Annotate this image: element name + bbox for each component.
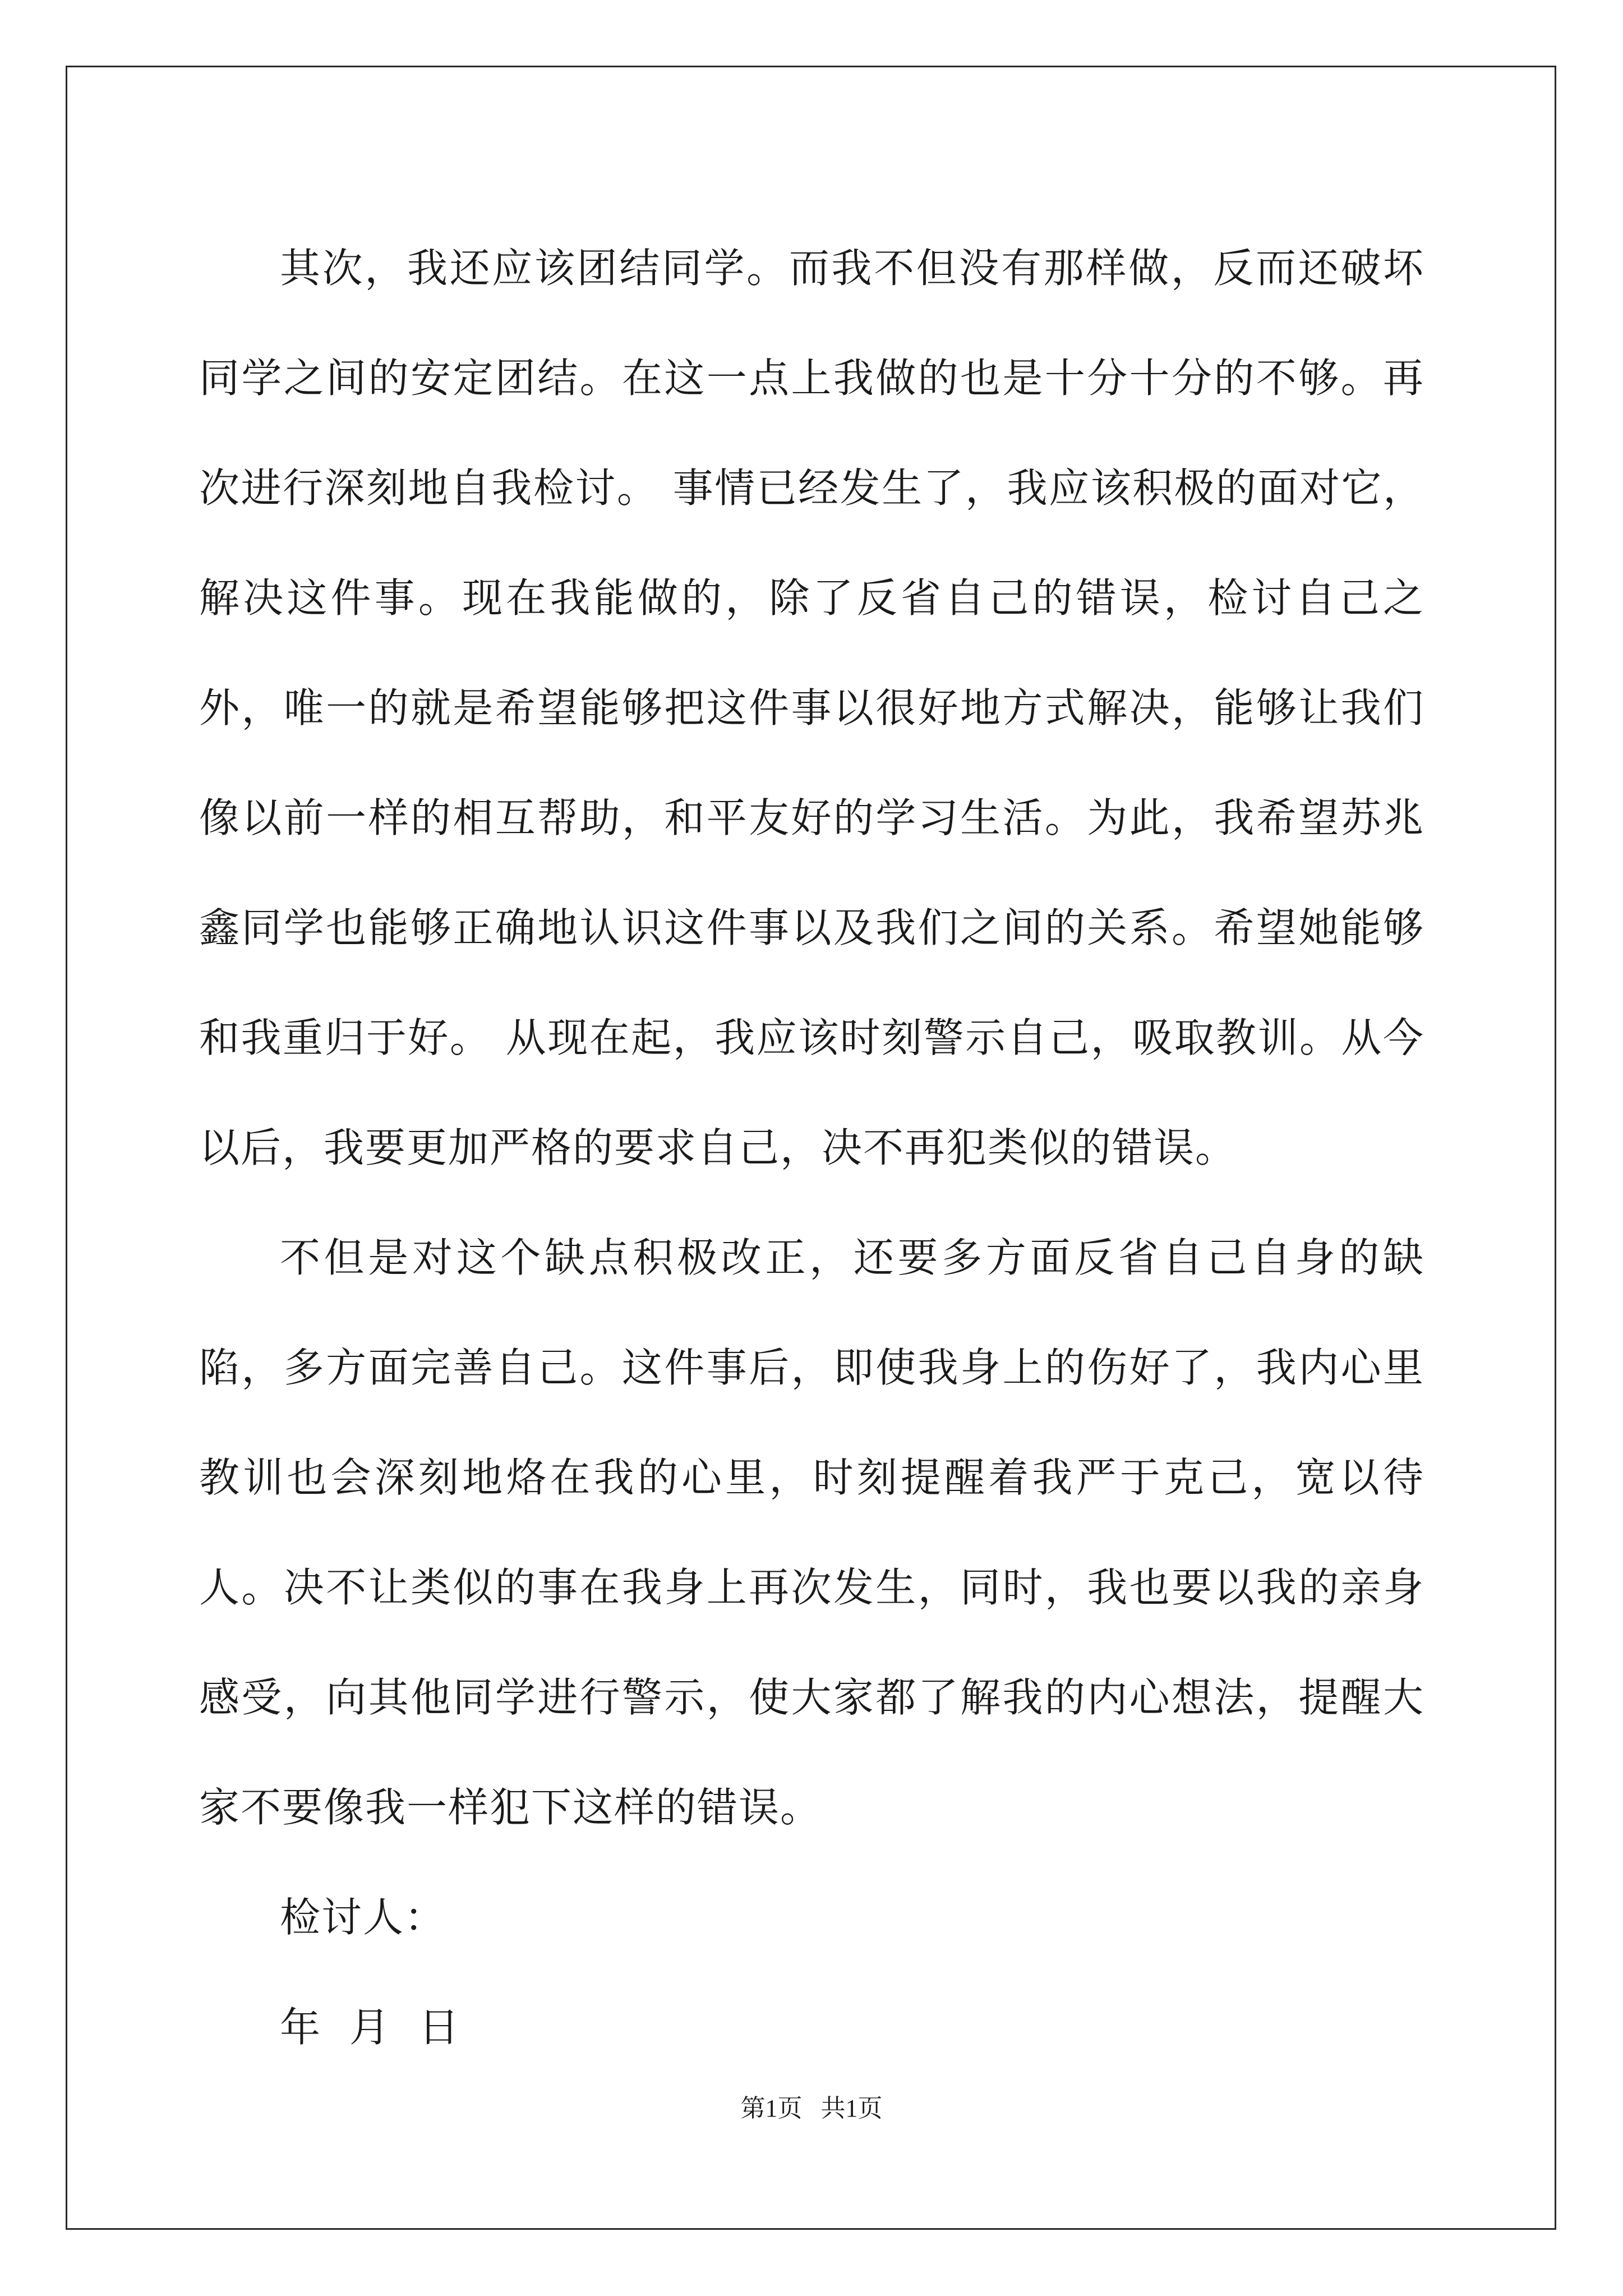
signature-label: 检讨人：	[280, 1894, 446, 1941]
page-footer: 第1页 共1页	[740, 2095, 883, 2122]
paragraph-1: 其次，我还应该团结同学。而我不但没有那样做，反而还破坏同学之间的安定团结。在这一点上我做的也是十分十分的不够。再次进行深刻地自我检讨。 事情已经发生了，我应该积极的面对它，解决这件事。现在我能做的，除了反省自己的错误，检讨自己之外，唯一的就是希望能够把这件事以很好地方式解决，能够让我们像以前一样的相互帮助，和平友好的学习生活。为此，我希望苏兆鑫同学也能够正确地认识这件事以及我们之间的关系。希望她能够和我重归于好。 从现在起，我应该时刻警示自己，吸取教训。从今以后，我要更加严格的要求自己，决不再犯类似的错误。	[199, 245, 1424, 1171]
date-label: 年 月 日	[280, 2004, 460, 2051]
paragraph-2: 不但是对这个缺点积极改正，还要多方面反省自己自身的缺陷，多方面完善自己。这件事后，即使我身上的伤好了，我内心里教训也会深刻地烙在我的心里，时刻提醒着我严于克己，宽以待人。决不让类似的事在我身上再次发生，同时，我也要以我的亲身感受，向其他同学进行警示，使大家都了解我的内心想法，提醒大家不要像我一样犯下这样的错误。	[199, 1234, 1424, 1831]
document-body	[199, 213, 1424, 2082]
